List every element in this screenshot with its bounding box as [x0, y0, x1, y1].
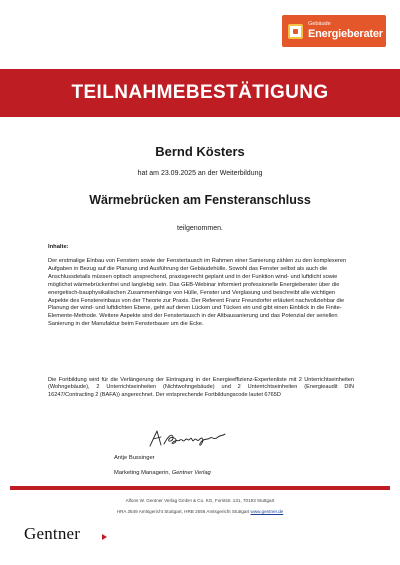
participant-name: Bernd Kösters [155, 144, 245, 159]
gebaeude-energieberater-logo [282, 15, 386, 47]
footer-registry-text: HRA 3549 Amtsgericht Stuttgart, HRB 2556 Amtsgericht Stuttgart [116, 509, 251, 514]
footer-address: Alfons W. Gentner Verlag GmbH & Co. KG, Forststr. 131, 70193 Stuttgart [125, 498, 275, 503]
certificate-title: TEILNAHMEBESTÄTIGUNG [71, 82, 329, 103]
footer-registry [0, 509, 400, 514]
handwritten-signature [146, 428, 228, 450]
gentner-arrow-icon [102, 534, 107, 540]
content-label: Inhalte: [48, 244, 69, 250]
website-link[interactable]: www.gentner.de [250, 509, 284, 514]
signatory-name: Antje Bussinger [114, 455, 155, 461]
signatory-company: Gentner Verlag [171, 470, 211, 476]
course-title: Wärmebrücken am Fensteranschluss [89, 193, 311, 207]
gentner-logo: Gentner [24, 524, 81, 543]
logo-mark-icon [288, 24, 303, 39]
signatory-role [114, 470, 211, 476]
participation-line: teilgenommen. [177, 225, 223, 232]
logo-small-text: Gebäude [308, 20, 331, 27]
title-banner [0, 69, 400, 117]
logo-big-text: Energieberater [308, 28, 383, 41]
attendance-line: hat am 23.09.2025 an der Weiterbildung [137, 170, 263, 177]
footer-divider [10, 486, 390, 490]
content-description: Der erstmalige Einbau von Fenstern sowie der Fenstertausch im Rahmen einer Sanierung zählen zu den komplexeren Aufgaben in Bezug auf die Planung und Ausführung der Gebäudehülle. Sowohl das Fenster selbst als auch die Anschlussdetails müssen optisch ansprechend, praxisgerecht geplant und in der Funktion wind- und luftdicht sowie möglichst wärmebrückenfrei und langlebig sein. Das GEB-Webinar informiert professionelle Energieberater über die energetisch-bauphysikalischen Zusammenhänge von Hülle, Fenster und Verglasung und beschreibt alle wichtigen Aspekte des Fenstereinbaus von der Theorie zur Praxis. Der Referent Franz Freundorfer erläutert nachvollziehbar die Planung der wind- und luftdichten Ebene, geht auf deren Lücken und Tücken ein und gibt einen Einblick in die Finite-Elemente-Methode. Weitere Aspekte sind der Fenstertausch in der Altbausanierung und das Potenzial der seriellen Sanierung in der Manufaktur beim Fensterbauer um die Ecke. [48, 258, 347, 328]
accreditation-text: Die Fortbildung wird für die Verlängerung der Eintragung in der Energieeffizienz-Expertenliste mit 2 Unterrichtseinheiten (Wohngebäude), 2 Unterrichtseinheiten (Nichtwohngebäude) und 2 Unterrichtseinheiten (Energieaudit DIN 16247/Contracting 2 (BAFA)) angerechnet. Der entsprechende Fortbildungscode lautet 6765D [48, 377, 354, 398]
signatory-role-text: Marketing Managerin, [114, 470, 172, 476]
logo-text [308, 22, 383, 41]
